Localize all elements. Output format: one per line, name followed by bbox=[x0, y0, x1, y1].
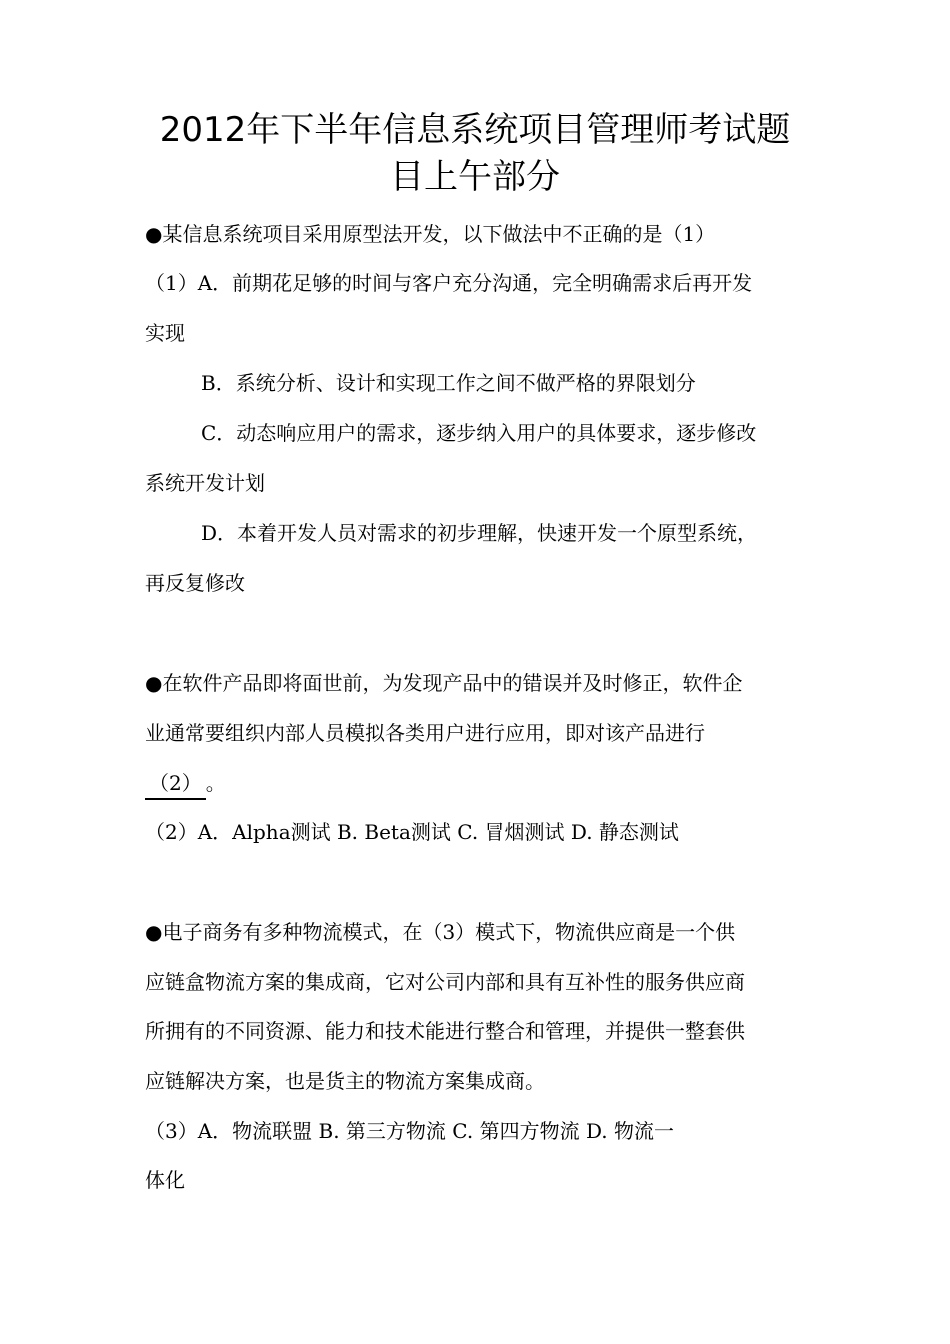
question-2-options: （2）A．Alpha测试 B. Beta测试 C. 冒烟测试 D. 静态测试 bbox=[145, 820, 679, 844]
question-1-option-d-continued: 再反复修改 bbox=[145, 571, 245, 595]
question-1-stem: ●某信息系统项目采用原型法开发，以下做法中不正确的是（1） bbox=[145, 222, 716, 246]
question-3-stem-line-4: 应链解决方案，也是货主的物流方案集成商。 bbox=[145, 1069, 545, 1093]
question-3-options-continued: 体化 bbox=[145, 1168, 185, 1192]
question-1-option-d: D．本着开发人员对需求的初步理解，快速开发一个原型系统， bbox=[201, 521, 758, 545]
document-title-line-1: 2012年下半年信息系统项目管理师考试题 bbox=[159, 110, 791, 150]
question-2-stem-line-2: 业通常要组织内部人员模拟各类用户进行应用，即对该产品进行 bbox=[145, 721, 705, 745]
question-1-option-a: （1）A．前期花足够的时间与客户充分沟通，完全明确需求后再开发 bbox=[145, 271, 753, 295]
question-2-blank: （2） bbox=[145, 770, 206, 800]
document-title-line-2: 目上午部分 bbox=[390, 157, 560, 197]
question-3-options: （3）A．物流联盟 B. 第三方物流 C. 第四方物流 D. 物流一 bbox=[145, 1119, 674, 1143]
question-3-stem-line-2: 应链盒物流方案的集成商，它对公司内部和具有互补性的服务供应商 bbox=[145, 970, 745, 994]
question-3-stem-line-1: ●电子商务有多种物流模式，在（3）模式下，物流供应商是一个供 bbox=[145, 920, 736, 944]
question-1-option-a-continued: 实现 bbox=[145, 321, 185, 345]
question-2-blank-suffix: 。 bbox=[205, 771, 226, 795]
question-2-blank-line bbox=[145, 768, 226, 800]
question-1-option-c: C．动态响应用户的需求，逐步纳入用户的具体要求，逐步修改 bbox=[201, 421, 757, 445]
question-3-stem-line-3: 所拥有的不同资源、能力和技术能进行整合和管理，并提供一整套供 bbox=[145, 1019, 745, 1043]
question-1-option-b: B．系统分析、设计和实现工作之间不做严格的界限划分 bbox=[201, 371, 696, 395]
question-1-option-c-continued: 系统开发计划 bbox=[145, 471, 265, 495]
question-2-stem-line-1: ●在软件产品即将面世前，为发现产品中的错误并及时修正，软件企 bbox=[145, 671, 743, 695]
